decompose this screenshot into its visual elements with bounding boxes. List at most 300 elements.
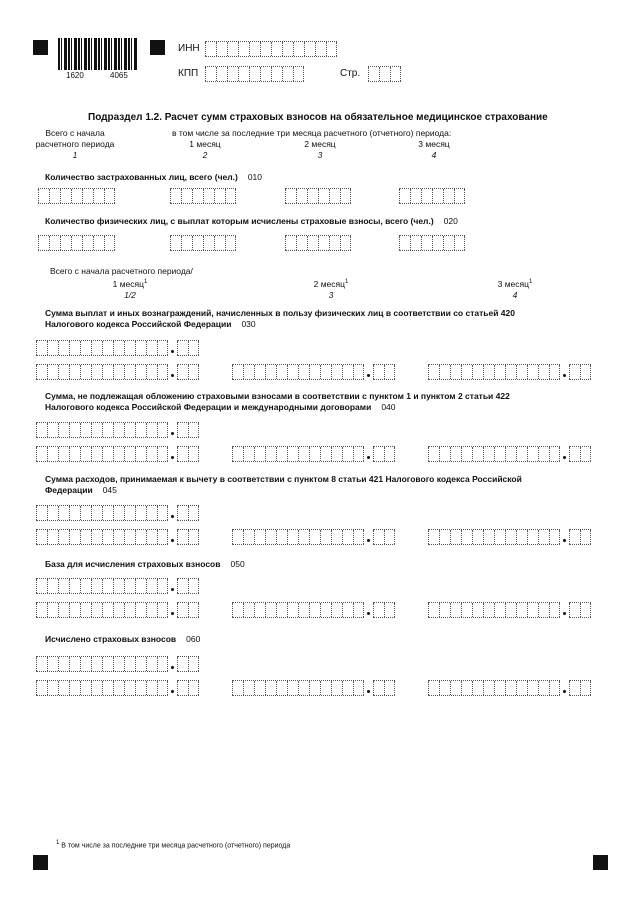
cell[interactable] [80, 341, 91, 355]
cell[interactable] [505, 530, 516, 544]
row-045-month3-rubles[interactable] [428, 529, 560, 545]
cell[interactable] [177, 423, 188, 437]
cell[interactable] [69, 506, 80, 520]
cell[interactable] [265, 681, 276, 695]
cell[interactable] [49, 236, 60, 250]
cell[interactable] [102, 365, 113, 379]
cell[interactable] [569, 603, 580, 617]
cell[interactable] [472, 681, 483, 695]
cell[interactable] [102, 423, 113, 437]
cell[interactable] [113, 603, 124, 617]
cell[interactable] [309, 365, 320, 379]
cell[interactable] [188, 423, 199, 437]
cell[interactable] [47, 603, 58, 617]
cell[interactable] [135, 341, 146, 355]
cell[interactable] [373, 447, 384, 461]
cell[interactable] [527, 530, 538, 544]
cell[interactable] [494, 447, 505, 461]
cell[interactable] [494, 530, 505, 544]
row-020-month1[interactable] [170, 235, 236, 251]
row-060-total-kopecks[interactable] [177, 656, 199, 672]
cell[interactable] [91, 365, 102, 379]
inn-field[interactable] [205, 41, 337, 57]
cell[interactable] [298, 365, 309, 379]
cell[interactable] [428, 603, 439, 617]
cell[interactable] [36, 365, 47, 379]
cell[interactable] [569, 530, 580, 544]
row-040-month2-rubles[interactable] [232, 446, 364, 462]
cell[interactable] [353, 681, 364, 695]
cell[interactable] [450, 681, 461, 695]
cell[interactable] [91, 579, 102, 593]
row-040-month3-rubles[interactable] [428, 446, 560, 462]
cell[interactable] [516, 530, 527, 544]
cell[interactable] [450, 603, 461, 617]
cell[interactable] [181, 236, 192, 250]
cell[interactable] [146, 657, 157, 671]
cell[interactable] [384, 365, 395, 379]
cell[interactable] [287, 365, 298, 379]
cell[interactable] [232, 681, 243, 695]
cell[interactable] [36, 681, 47, 695]
cell[interactable] [80, 603, 91, 617]
cell[interactable] [80, 423, 91, 437]
cell[interactable] [113, 657, 124, 671]
cell[interactable] [170, 189, 181, 203]
cell[interactable] [538, 530, 549, 544]
cell[interactable] [91, 530, 102, 544]
cell[interactable] [254, 530, 265, 544]
cell[interactable] [287, 681, 298, 695]
cell[interactable] [472, 530, 483, 544]
cell[interactable] [146, 681, 157, 695]
row-030-month3-rubles[interactable] [428, 364, 560, 380]
cell[interactable] [91, 681, 102, 695]
cell[interactable] [549, 681, 560, 695]
cell[interactable] [494, 603, 505, 617]
cell[interactable] [93, 189, 104, 203]
cell[interactable] [368, 67, 379, 81]
cell[interactable] [249, 42, 260, 56]
cell[interactable] [157, 681, 168, 695]
cell[interactable] [170, 236, 181, 250]
cell[interactable] [124, 681, 135, 695]
cell[interactable] [58, 603, 69, 617]
cell[interactable] [243, 530, 254, 544]
cell[interactable] [124, 447, 135, 461]
cell[interactable] [265, 530, 276, 544]
cell[interactable] [113, 681, 124, 695]
row-010-month3[interactable] [399, 188, 465, 204]
cell[interactable] [177, 447, 188, 461]
cell[interactable] [69, 657, 80, 671]
cell[interactable] [58, 657, 69, 671]
cell[interactable] [505, 447, 516, 461]
cell[interactable] [102, 447, 113, 461]
cell[interactable] [91, 423, 102, 437]
cell[interactable] [315, 42, 326, 56]
cell[interactable] [439, 603, 450, 617]
cell[interactable] [225, 236, 236, 250]
cell[interactable] [49, 189, 60, 203]
cell[interactable] [177, 530, 188, 544]
cell[interactable] [36, 341, 47, 355]
cell[interactable] [216, 67, 227, 81]
cell[interactable] [580, 365, 591, 379]
kpp-field[interactable] [205, 66, 304, 82]
cell[interactable] [373, 681, 384, 695]
row-050-month1-kopecks[interactable] [177, 602, 199, 618]
cell[interactable] [454, 236, 465, 250]
cell[interactable] [203, 236, 214, 250]
cell[interactable] [238, 42, 249, 56]
cell[interactable] [157, 657, 168, 671]
cell[interactable] [265, 365, 276, 379]
cell[interactable] [580, 530, 591, 544]
cell[interactable] [36, 530, 47, 544]
cell[interactable] [102, 506, 113, 520]
cell[interactable] [472, 603, 483, 617]
cell[interactable] [192, 236, 203, 250]
row-050-month1-rubles[interactable] [36, 602, 168, 618]
cell[interactable] [203, 189, 214, 203]
cell[interactable] [254, 603, 265, 617]
row-010-month2[interactable] [285, 188, 351, 204]
cell[interactable] [379, 67, 390, 81]
cell[interactable] [527, 603, 538, 617]
cell[interactable] [318, 189, 329, 203]
cell[interactable] [146, 579, 157, 593]
cell[interactable] [135, 423, 146, 437]
cell[interactable] [243, 447, 254, 461]
cell[interactable] [331, 365, 342, 379]
cell[interactable] [428, 447, 439, 461]
cell[interactable] [340, 236, 351, 250]
cell[interactable] [38, 189, 49, 203]
row-045-month1-rubles[interactable] [36, 529, 168, 545]
cell[interactable] [113, 530, 124, 544]
row-060-month2-rubles[interactable] [232, 680, 364, 696]
row-045-month1-kopecks[interactable] [177, 529, 199, 545]
cell[interactable] [102, 681, 113, 695]
cell[interactable] [428, 365, 439, 379]
cell[interactable] [36, 657, 47, 671]
cell[interactable] [538, 603, 549, 617]
cell[interactable] [69, 681, 80, 695]
cell[interactable] [69, 579, 80, 593]
cell[interactable] [58, 447, 69, 461]
cell[interactable] [188, 506, 199, 520]
cell[interactable] [80, 579, 91, 593]
cell[interactable] [384, 681, 395, 695]
cell[interactable] [260, 42, 271, 56]
cell[interactable] [287, 530, 298, 544]
cell[interactable] [91, 341, 102, 355]
cell[interactable] [580, 603, 591, 617]
cell[interactable] [331, 681, 342, 695]
cell[interactable] [439, 365, 450, 379]
cell[interactable] [285, 236, 296, 250]
cell[interactable] [91, 657, 102, 671]
cell[interactable] [80, 681, 91, 695]
cell[interactable] [320, 447, 331, 461]
cell[interactable] [47, 579, 58, 593]
cell[interactable] [36, 579, 47, 593]
row-030-total-kopecks[interactable] [177, 340, 199, 356]
cell[interactable] [177, 603, 188, 617]
cell[interactable] [69, 447, 80, 461]
cell[interactable] [516, 603, 527, 617]
cell[interactable] [304, 42, 315, 56]
cell[interactable] [80, 657, 91, 671]
cell[interactable] [309, 603, 320, 617]
cell[interactable] [569, 447, 580, 461]
row-060-total-rubles[interactable] [36, 656, 168, 672]
cell[interactable] [146, 447, 157, 461]
cell[interactable] [232, 530, 243, 544]
cell[interactable] [432, 189, 443, 203]
cell[interactable] [47, 365, 58, 379]
row-040-total-kopecks[interactable] [177, 422, 199, 438]
cell[interactable] [177, 365, 188, 379]
cell[interactable] [47, 506, 58, 520]
cell[interactable] [320, 603, 331, 617]
cell[interactable] [516, 365, 527, 379]
cell[interactable] [276, 681, 287, 695]
cell[interactable] [47, 423, 58, 437]
row-040-month1-rubles[interactable] [36, 446, 168, 462]
cell[interactable] [157, 365, 168, 379]
cell[interactable] [538, 681, 549, 695]
cell[interactable] [276, 603, 287, 617]
cell[interactable] [104, 236, 115, 250]
row-050-month2-rubles[interactable] [232, 602, 364, 618]
cell[interactable] [307, 236, 318, 250]
cell[interactable] [124, 603, 135, 617]
cell[interactable] [58, 423, 69, 437]
cell[interactable] [428, 530, 439, 544]
cell[interactable] [157, 530, 168, 544]
cell[interactable] [483, 365, 494, 379]
cell[interactable] [483, 681, 494, 695]
cell[interactable] [276, 530, 287, 544]
cell[interactable] [157, 506, 168, 520]
row-060-month1-rubles[interactable] [36, 680, 168, 696]
cell[interactable] [298, 603, 309, 617]
cell[interactable] [428, 681, 439, 695]
cell[interactable] [296, 189, 307, 203]
cell[interactable] [342, 365, 353, 379]
cell[interactable] [69, 603, 80, 617]
row-030-month1-rubles[interactable] [36, 364, 168, 380]
cell[interactable] [443, 189, 454, 203]
cell[interactable] [569, 681, 580, 695]
cell[interactable] [82, 236, 93, 250]
cell[interactable] [320, 365, 331, 379]
cell[interactable] [443, 236, 454, 250]
cell[interactable] [293, 42, 304, 56]
row-040-month3-kopecks[interactable] [569, 446, 591, 462]
row-050-total-kopecks[interactable] [177, 578, 199, 594]
cell[interactable] [439, 530, 450, 544]
cell[interactable] [91, 447, 102, 461]
cell[interactable] [113, 506, 124, 520]
cell[interactable] [410, 236, 421, 250]
row-020-total[interactable] [38, 235, 115, 251]
cell[interactable] [124, 657, 135, 671]
cell[interactable] [38, 236, 49, 250]
cell[interactable] [549, 365, 560, 379]
cell[interactable] [113, 365, 124, 379]
cell[interactable] [342, 681, 353, 695]
cell[interactable] [410, 189, 421, 203]
cell[interactable] [58, 365, 69, 379]
cell[interactable] [580, 447, 591, 461]
cell[interactable] [188, 447, 199, 461]
cell[interactable] [146, 365, 157, 379]
cell[interactable] [450, 530, 461, 544]
cell[interactable] [309, 681, 320, 695]
cell[interactable] [36, 506, 47, 520]
cell[interactable] [309, 447, 320, 461]
cell[interactable] [157, 579, 168, 593]
cell[interactable] [516, 681, 527, 695]
cell[interactable] [329, 236, 340, 250]
cell[interactable] [287, 603, 298, 617]
cell[interactable] [538, 365, 549, 379]
cell[interactable] [91, 506, 102, 520]
cell[interactable] [135, 681, 146, 695]
cell[interactable] [527, 681, 538, 695]
cell[interactable] [516, 447, 527, 461]
cell[interactable] [205, 42, 216, 56]
cell[interactable] [157, 341, 168, 355]
cell[interactable] [58, 579, 69, 593]
row-045-month2-rubles[interactable] [232, 529, 364, 545]
cell[interactable] [461, 603, 472, 617]
cell[interactable] [135, 530, 146, 544]
cell[interactable] [188, 579, 199, 593]
cell[interactable] [135, 365, 146, 379]
cell[interactable] [342, 530, 353, 544]
cell[interactable] [146, 341, 157, 355]
cell[interactable] [249, 67, 260, 81]
cell[interactable] [82, 189, 93, 203]
cell[interactable] [483, 603, 494, 617]
cell[interactable] [580, 681, 591, 695]
cell[interactable] [135, 657, 146, 671]
row-010-total[interactable] [38, 188, 115, 204]
cell[interactable] [432, 236, 443, 250]
row-030-month3-kopecks[interactable] [569, 364, 591, 380]
row-020-month3[interactable] [399, 235, 465, 251]
cell[interactable] [265, 603, 276, 617]
cell[interactable] [373, 603, 384, 617]
cell[interactable] [214, 236, 225, 250]
cell[interactable] [549, 447, 560, 461]
cell[interactable] [331, 530, 342, 544]
cell[interactable] [331, 603, 342, 617]
cell[interactable] [450, 365, 461, 379]
cell[interactable] [254, 365, 265, 379]
cell[interactable] [243, 681, 254, 695]
cell[interactable] [271, 67, 282, 81]
cell[interactable] [69, 530, 80, 544]
cell[interactable] [320, 530, 331, 544]
cell[interactable] [282, 67, 293, 81]
cell[interactable] [36, 423, 47, 437]
cell[interactable] [384, 530, 395, 544]
cell[interactable] [188, 657, 199, 671]
cell[interactable] [494, 681, 505, 695]
cell[interactable] [102, 579, 113, 593]
cell[interactable] [214, 189, 225, 203]
cell[interactable] [265, 447, 276, 461]
row-045-total-rubles[interactable] [36, 505, 168, 521]
cell[interactable] [285, 189, 296, 203]
cell[interactable] [91, 603, 102, 617]
cell[interactable] [461, 681, 472, 695]
cell[interactable] [47, 341, 58, 355]
cell[interactable] [309, 530, 320, 544]
cell[interactable] [254, 681, 265, 695]
cell[interactable] [439, 447, 450, 461]
cell[interactable] [421, 236, 432, 250]
row-045-month2-kopecks[interactable] [373, 529, 395, 545]
cell[interactable] [320, 681, 331, 695]
cell[interactable] [390, 67, 401, 81]
cell[interactable] [271, 42, 282, 56]
cell[interactable] [177, 579, 188, 593]
cell[interactable] [505, 603, 516, 617]
cell[interactable] [60, 236, 71, 250]
cell[interactable] [146, 530, 157, 544]
cell[interactable] [102, 603, 113, 617]
cell[interactable] [124, 341, 135, 355]
cell[interactable] [47, 447, 58, 461]
cell[interactable] [340, 189, 351, 203]
row-020-month2[interactable] [285, 235, 351, 251]
cell[interactable] [113, 579, 124, 593]
cell[interactable] [36, 447, 47, 461]
cell[interactable] [58, 681, 69, 695]
row-040-month2-kopecks[interactable] [373, 446, 395, 462]
cell[interactable] [60, 189, 71, 203]
cell[interactable] [157, 423, 168, 437]
cell[interactable] [80, 447, 91, 461]
cell[interactable] [331, 447, 342, 461]
cell[interactable] [238, 67, 249, 81]
cell[interactable] [205, 67, 216, 81]
cell[interactable] [47, 530, 58, 544]
cell[interactable] [472, 447, 483, 461]
row-040-month1-kopecks[interactable] [177, 446, 199, 462]
cell[interactable] [135, 579, 146, 593]
cell[interactable] [549, 603, 560, 617]
row-050-month2-kopecks[interactable] [373, 602, 395, 618]
row-045-month3-kopecks[interactable] [569, 529, 591, 545]
cell[interactable] [461, 365, 472, 379]
cell[interactable] [47, 681, 58, 695]
cell[interactable] [177, 681, 188, 695]
cell[interactable] [113, 447, 124, 461]
cell[interactable] [454, 189, 465, 203]
cell[interactable] [69, 423, 80, 437]
row-030-month2-rubles[interactable] [232, 364, 364, 380]
cell[interactable] [505, 681, 516, 695]
cell[interactable] [135, 506, 146, 520]
cell[interactable] [177, 341, 188, 355]
